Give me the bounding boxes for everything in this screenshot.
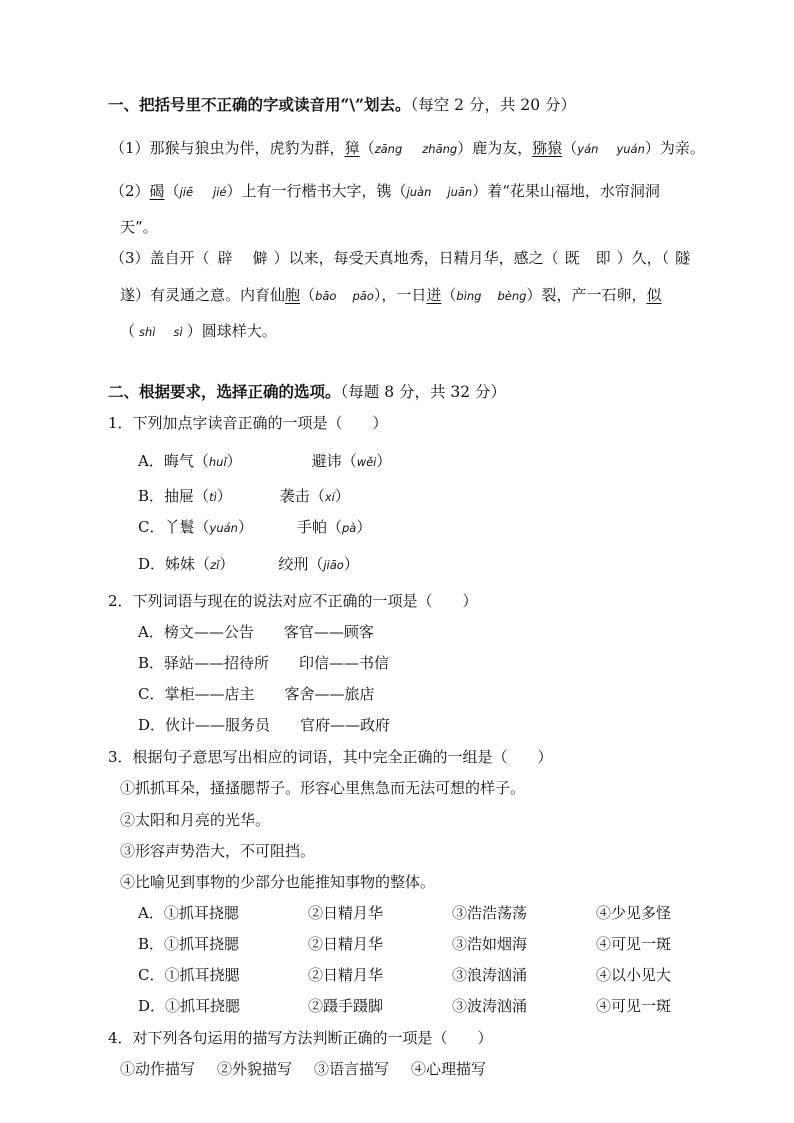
s1q2-text-b: 上有一行楷书大字，镌（ xyxy=(241,182,407,200)
option-cell: ④可见一斑 xyxy=(596,997,672,1015)
s1q3-text-f: ），一日 xyxy=(373,286,427,304)
s1q1-text-a: （1）那猴与狼虫为伴，虎豹为群， xyxy=(110,139,345,157)
s1q1-pinyin-option-4: yuán xyxy=(616,142,645,156)
option-cell: ④可见一斑 xyxy=(596,935,672,953)
option-pinyin: pà xyxy=(342,521,357,535)
s1-question-2: （2）碣（jiē jié）上有一行楷书大字，镌（juàn juān）着“花果山福地，水帘洞洞 xyxy=(110,182,660,200)
s2q2-stem: 2．下列词语与现在的说法对应不正确的一项是（ ） xyxy=(108,592,478,610)
s1q3-pinyin-option-5: shì xyxy=(139,325,156,339)
s1q3-word-si: 似 xyxy=(646,286,662,304)
option-word: 袭击 xyxy=(279,487,310,505)
s1q1-pinyin-option-3: yán xyxy=(577,142,599,156)
s2q3-sentence-4: ④比喻见到事物的少部分也能推知事物的整体。 xyxy=(120,873,436,891)
s1q3-text-a: （3）盖自开（ xyxy=(110,249,210,267)
option-cell: D．①抓耳挠腮 xyxy=(138,997,241,1015)
s1q3-char-option-6: 遂 xyxy=(120,286,136,304)
option-word: 晦气 xyxy=(163,452,194,470)
s2q1-option-a: A．晦气（huǐ） 避讳（wěi） xyxy=(138,452,392,470)
s1q3-word-bao: 胞 xyxy=(285,286,301,304)
section2-score-note: （每题 8 分，共 32 分） xyxy=(340,383,507,401)
option-letter: A． xyxy=(138,452,164,470)
s1-question-2-line2 xyxy=(120,217,158,237)
s2q2-option-c: C．掌柜——店主 客舍——旅店 xyxy=(138,685,375,703)
s1q2-pinyin-option-3: juàn xyxy=(406,185,432,199)
option-cell: ③浩如烟海 xyxy=(452,935,528,953)
option-pinyin: huǐ xyxy=(208,455,227,469)
option-cell: ④以小见大 xyxy=(596,966,672,984)
option-pinyin: yuán xyxy=(209,521,238,535)
s1q1-paren-open: （ xyxy=(359,139,375,157)
s1q3-text-b: ）以来，每受天真地秀，日精月华，感之（ xyxy=(273,249,559,267)
s1q2-pinyin-option-2: jié xyxy=(213,185,227,199)
s1q3-word-beng: 迸 xyxy=(426,286,442,304)
s1q2-text-a: （2） xyxy=(110,182,150,200)
s1q2-pinyin-option-4: juān xyxy=(447,185,473,199)
s1q1-pinyin-option-1: zāng xyxy=(374,142,403,156)
s2q1-option-c: C．丫鬟（yuán） 手帕（pà） xyxy=(138,518,372,536)
s1q1-word-yuan: 猿 xyxy=(547,139,563,157)
method-option: ③语言描写 xyxy=(314,1060,390,1078)
s1-question-3-line1 xyxy=(110,248,690,268)
option-cell: A．①抓耳挠腮 xyxy=(138,904,239,922)
option-letter: B． xyxy=(138,487,165,505)
s1q1-paren-close: ） xyxy=(457,139,473,157)
s1q1-text-c: 为亲。 xyxy=(659,139,705,157)
option-cell: B．①抓耳挠腮 xyxy=(138,935,240,953)
section1-title: 一、把括号里不正确的字或读音用“\”划去。 xyxy=(108,95,411,114)
section1-score-note: （每空 2 分，共 20 分） xyxy=(410,96,577,114)
s1q3-pinyin-option-4: bèng xyxy=(497,289,527,303)
s1q2-text-c: ）着“花果山福地，水帘洞洞 xyxy=(472,182,660,200)
section2-heading xyxy=(108,382,506,402)
s2q3-stem: 3．根据句子意思写出相应的词语，其中完全正确的一组是（ ） xyxy=(108,748,553,766)
s1q3-pinyin-option-1: bāo xyxy=(315,289,337,303)
s2q2-option-d: D．伙计——服务员 官府——政府 xyxy=(138,716,391,734)
section2-title: 二、根据要求，选择正确的选项。 xyxy=(108,382,341,401)
option-word: 姊妹 xyxy=(165,555,196,573)
option-pinyin: tì xyxy=(209,490,217,504)
s1q3-char-option-3: 既 xyxy=(564,249,580,267)
option-letter: D． xyxy=(138,555,166,573)
option-word: 避讳 xyxy=(311,452,342,470)
option-pinyin: xí xyxy=(324,490,335,504)
option-word: 手帕 xyxy=(296,518,327,536)
s2q4-options xyxy=(120,1059,486,1079)
s1q3-text-g: ）裂，产一石卵， xyxy=(526,286,647,304)
s1q3-pinyin-option-3: bìng xyxy=(456,289,482,303)
s1q1-pinyin-option-2: zhāng xyxy=(422,142,458,156)
s1q2-text-d: 天”。 xyxy=(120,218,158,236)
s2q3-sentence-1: ①抓抓耳朵，搔搔腮帮子。形容心里焦急而无法可想的样子。 xyxy=(120,779,526,797)
s1q3-pinyin-option-2: pāo xyxy=(352,289,374,303)
s2q1-option-d: D．姊妹（zǐ） 绞刑（jiāo） xyxy=(138,555,359,573)
option-cell: ②日精月华 xyxy=(308,935,384,953)
option-cell: ③浩浩荡荡 xyxy=(452,904,528,922)
s2q1-option-b: B．抽屉（tì） 袭击（xí） xyxy=(138,487,350,505)
option-cell: ④少见多怪 xyxy=(596,904,672,922)
option-word: 丫鬟 xyxy=(164,518,195,536)
option-pinyin: zǐ xyxy=(210,558,220,572)
option-word: 抽屉 xyxy=(164,487,195,505)
option-cell: C．①抓耳挠腮 xyxy=(138,966,240,984)
s1q3-char-option-2: 僻 xyxy=(252,249,268,267)
s2q1-stem: 1．下列加点字读音正确的一项是（ ） xyxy=(108,414,388,432)
s1q3-char-option-4: 即 xyxy=(595,249,611,267)
s1q1-word-zhang: 獐 xyxy=(344,139,360,157)
s2q2-option-a: A．榜文——公告 客官——顾客 xyxy=(138,623,374,641)
option-word: 绞刑 xyxy=(278,555,309,573)
s1q3-text-h: ）圆球样大。 xyxy=(186,322,277,340)
option-cell: ②日精月华 xyxy=(308,966,384,984)
option-cell: ②日精月华 xyxy=(308,904,384,922)
s1-question-3-line2: 遂）有灵通之意。内育仙胞（bāo pāo），一日迸（bìng bèng）裂，产一石卵，似 xyxy=(120,286,662,304)
s1-question-1: （1）那猴与狼虫为伴，虎豹为群，獐（zāng zhāng）鹿为友，猕猿（yán yuán）为亲。 xyxy=(110,139,705,157)
option-pinyin: jiāo xyxy=(323,558,344,572)
method-option: ②外貌描写 xyxy=(217,1060,293,1078)
method-option: ④心理描写 xyxy=(411,1060,487,1078)
s1q2-word-jie: 碣 xyxy=(149,182,165,200)
s1q3-text-e: ）有灵通之意。内育仙 xyxy=(135,286,286,304)
s1q3-char-option-5: 隧 xyxy=(675,249,691,267)
s1-question-3-line3: （ shì sì ）圆球样大。 xyxy=(120,322,277,340)
s1q3-char-option-1: 辟 xyxy=(217,249,233,267)
s1q3-text-c: ）久，（ xyxy=(616,249,670,267)
option-cell: ②蹑手蹑脚 xyxy=(308,997,384,1015)
s1q2-pinyin-option-1: jiē xyxy=(179,185,194,199)
s1q1-text-b: 鹿为友， xyxy=(472,139,533,157)
s1q3-pinyin-option-6: sì xyxy=(173,325,183,339)
option-cell: ③波涛汹涌 xyxy=(452,997,528,1015)
s2q3-sentence-2: ②太阳和月亮的光华。 xyxy=(120,811,271,829)
section1-heading xyxy=(108,95,576,115)
s2q3-sentence-3: ③形容声势浩大，不可阻挡。 xyxy=(120,842,316,860)
option-cell: ③浪涛汹涌 xyxy=(452,966,528,984)
method-option: ①动作描写 xyxy=(120,1060,196,1078)
s2q4-stem: 4．对下列各句运用的描写方法判断正确的一项是（ ） xyxy=(108,1029,493,1047)
option-letter: C． xyxy=(138,518,165,536)
option-pinyin: wěi xyxy=(356,455,377,469)
s2q2-option-b: B．驿站——招待所 印信——书信 xyxy=(138,654,390,672)
s1q1-word-mi: 猕 xyxy=(532,139,548,157)
